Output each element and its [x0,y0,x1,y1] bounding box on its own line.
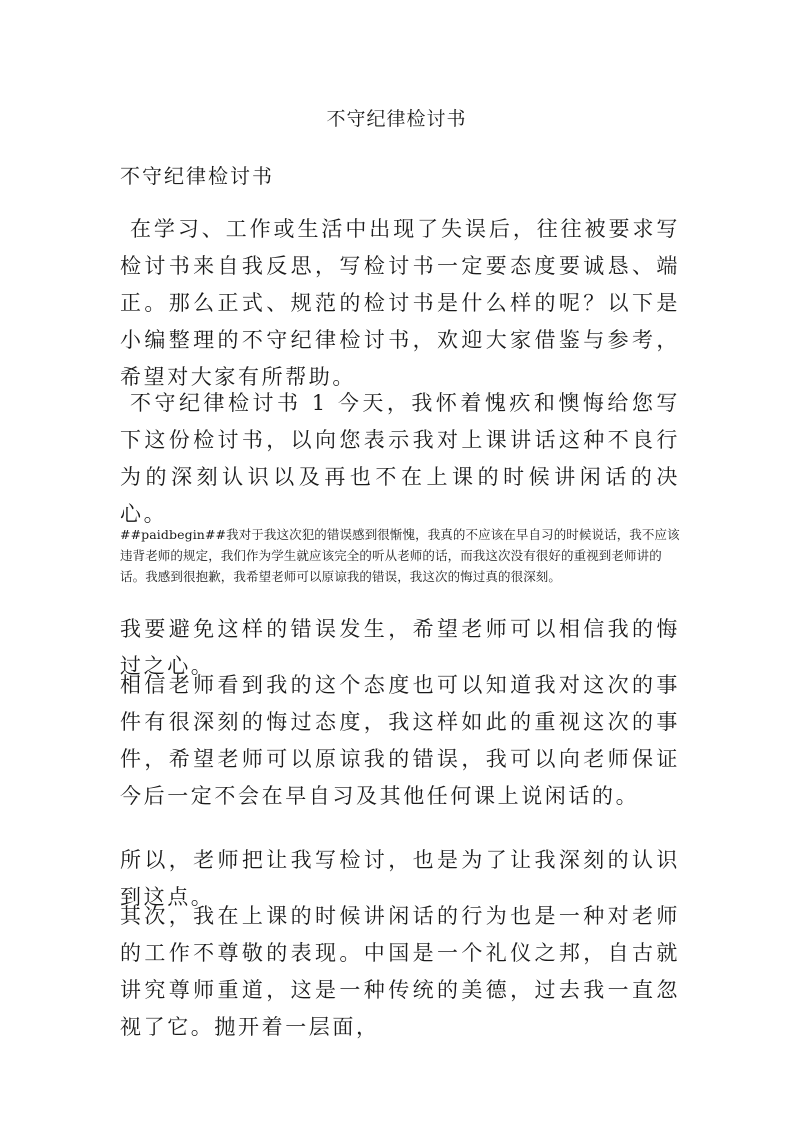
paragraph-small-print: ##paidbegin##我对于我这次犯的错误感到很惭愧，我真的不应该在早自习的时候说话，我不应该违背老师的规定，我们作为学生就应该完全的听从老师的话，而我这次没有很好的重视到老师讲的话。我感到很抱歉，我希望老师可以原谅我的错误，我这次的悔过真的很深刻。 [120,527,680,584]
paragraph-attitude: 相信老师看到我的这个态度也可以知道我对这次的事件有很深刻的悔过态度，我这样如此的重视这次的事件，希望老师可以原谅我的错误，我可以向老师保证今后一定不会在早自习及其他任何课上说闲话的。 [120,673,680,808]
paragraph-opening: 不守纪律检讨书 1 今天，我怀着愧疚和懊悔给您写下这份检讨书，以向您表示我对上课讲话这种不良行为的深刻认识以及再也不在上课的时候讲闲话的决心。 [120,391,680,526]
document-subtitle: 不守纪律检讨书 [120,164,274,188]
paragraph-reason: 所以，老师把让我写检讨，也是为了让我深刻的认识到这点。 [120,848,680,909]
paragraph-intro: 在学习、工作或生活中出现了失误后，往往被要求写检讨书来自我反思，写检讨书一定要态度要诚恳、端正。那么正式、规范的检讨书是什么样的呢？以下是小编整理的不守纪律检讨书，欢迎大家借鉴与参考，希望对大家有所帮助。 [120,217,680,389]
paragraph-avoid-mistakes: 我要避免这样的错误发生，希望老师可以相信我的悔过之心。 [120,617,680,678]
document-title: 不守纪律检讨书 [326,108,467,130]
paragraph-respect: 其次，我在上课的时候讲闲话的行为也是一种对老师的工作不尊敬的表现。中国是一个礼仪之邦，自古就讲究尊师重道，这是一种传统的美德，过去我一直忽视了它。抛开着一层面， [120,904,680,1039]
